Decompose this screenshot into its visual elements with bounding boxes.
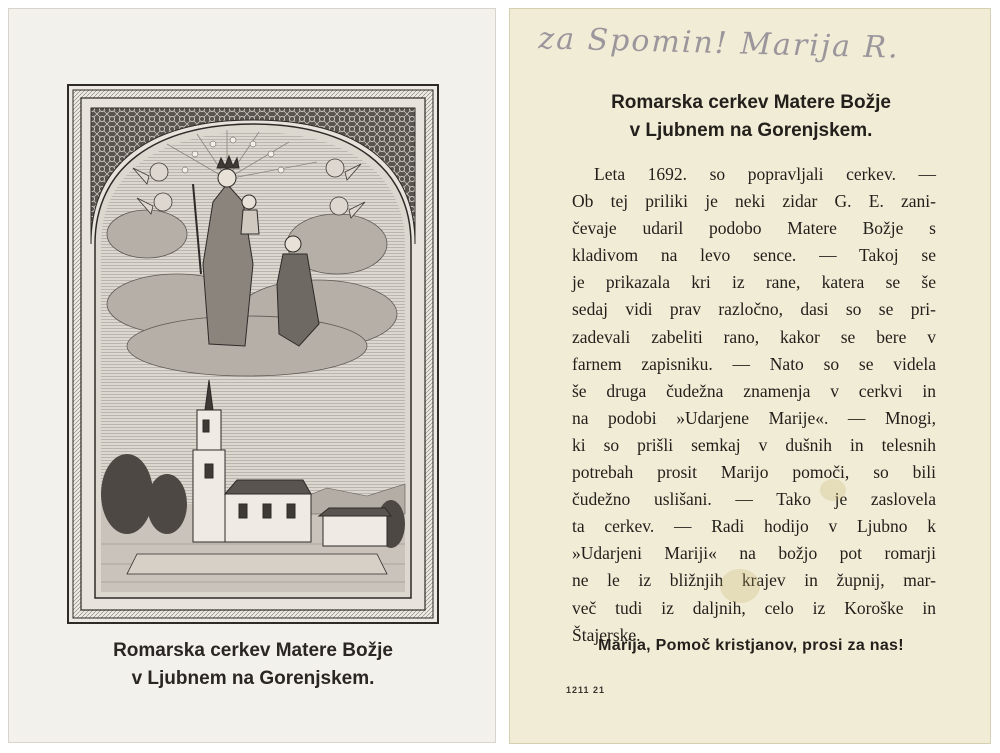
body-line: je prikazala kri iz rane, katera se še xyxy=(572,272,936,293)
body-line: sedaj vidi prav razločno, dasi so se pri- xyxy=(572,299,936,320)
body-line: čudežno uslišani. — Tako je zaslovela xyxy=(572,489,936,510)
body-line: potrebah prosit Marijo pomoči, so bili xyxy=(572,462,936,483)
body-line: kladivom na levo sence. — Takoj se xyxy=(572,245,936,266)
body-line: več tudi iz daljnih, celo iz Koroške in xyxy=(572,597,936,618)
print-code: 1211 21 xyxy=(566,685,606,695)
back-title-line1: Romarska cerkev Matere Božje xyxy=(611,92,891,113)
body-line: Štajerske. xyxy=(572,624,641,645)
prayer-line: Marija, Pomoč kristjanov, prosi za nas! xyxy=(598,637,904,654)
paper-stain xyxy=(720,569,760,603)
front-caption-line2: v Ljubnem na Gorenjskem. xyxy=(131,668,375,689)
engraving-illustration xyxy=(67,84,439,624)
paper-stain xyxy=(820,479,846,501)
body-line: ne le iz bližnjih krajev in župnij, mar- xyxy=(572,570,936,591)
body-line: zadevali zabeliti rano, kakor se bere v xyxy=(572,326,936,347)
card-back xyxy=(509,8,991,744)
body-line: še druga čudežna znamenja v cerkvi in xyxy=(572,380,936,401)
body-line: ki so prišli semkaj v dušnih in telesnih xyxy=(572,434,936,455)
body-line: Leta 1692. so popravljali cerkev. — xyxy=(594,164,936,184)
body-line: na podobi »Udarjene Marije«. — Mnogi, xyxy=(572,407,936,428)
front-caption-line1: Romarska cerkev Matere Božje xyxy=(113,640,393,661)
body-line: čevaje udaril podobo Matere Božje s xyxy=(572,218,936,239)
handwritten-note: za Spomin! Marija R. xyxy=(537,21,901,66)
front-caption xyxy=(29,637,477,693)
body-line: Ob tej priliki je neki zidar G. E. zani- xyxy=(572,191,936,212)
card-front xyxy=(8,8,496,743)
body-line: farnem zapisniku. — Nato so se videla xyxy=(572,353,936,374)
body-line: ta cerkev. — Radi hodijo v Ljubno k xyxy=(572,516,936,537)
back-title-line2: v Ljubnem na Gorenjskem. xyxy=(629,120,873,141)
back-title xyxy=(530,89,972,145)
body-line: »Udarjeni Mariji« na božjo pot romarji xyxy=(572,543,936,564)
